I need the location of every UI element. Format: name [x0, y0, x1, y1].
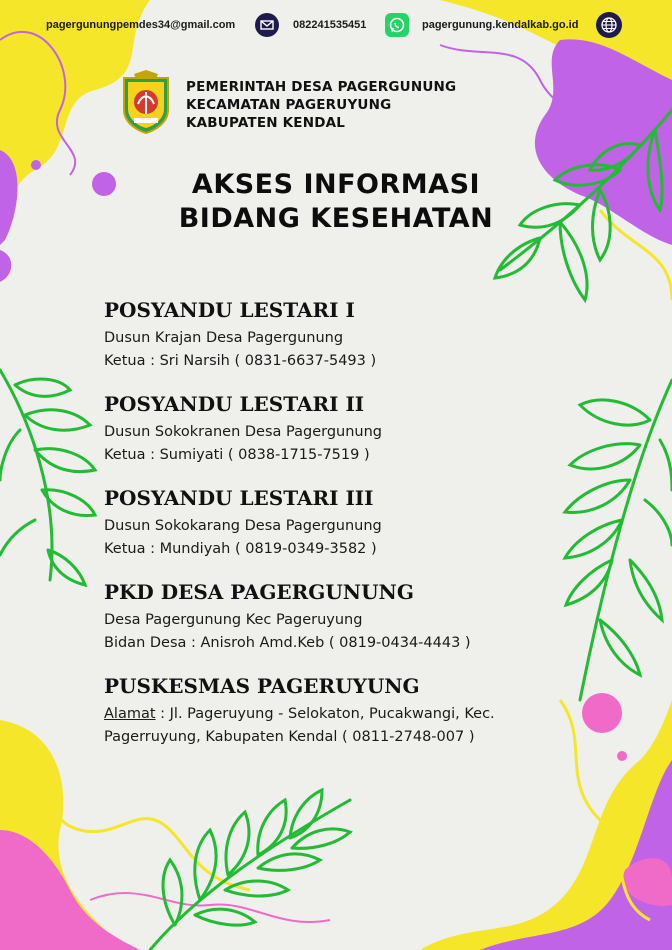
kendal-regency-logo — [120, 70, 172, 134]
section-line-1: Dusun Sokokarang Desa Pagergunung — [104, 518, 382, 534]
page-title — [0, 168, 672, 236]
wavy-line-bottom-pink — [90, 893, 330, 922]
phone-text[interactable]: 082241535451 — [293, 19, 367, 31]
pink-dot-right-small — [617, 751, 627, 761]
section-line-2: Bidan Desa : Anisroh Amd.Keb ( 0819-0434-4443 ) — [104, 635, 471, 651]
section-heading: PUSKESMAS PAGERUYUNG — [104, 674, 420, 698]
title-line-1: AKSES INFORMASI — [191, 169, 481, 200]
address-label: Alamat — [104, 706, 156, 722]
section-posyandu-lestari-1 — [104, 297, 376, 373]
pink-dot-right — [582, 693, 622, 733]
section-posyandu-lestari-2 — [104, 391, 382, 467]
leaf-branch-right — [565, 380, 672, 700]
section-pkd-desa — [104, 579, 471, 655]
section-line-1: Dusun Krajan Desa Pagergunung — [104, 330, 344, 346]
section-line-1: Desa Pagergunung Kec Pageruyung — [104, 612, 363, 628]
globe-icon — [596, 12, 622, 38]
section-line-2: Ketua : Sumiyati ( 0838-1715-7519 ) — [104, 447, 370, 463]
contact-email[interactable] — [46, 12, 235, 38]
section-line-2: Ketua : Mundiyah ( 0819-0349-3582 ) — [104, 541, 377, 557]
section-heading: PKD DESA PAGERGUNUNG — [104, 580, 414, 604]
section-heading: POSYANDU LESTARI I — [104, 298, 355, 322]
contact-website[interactable] — [422, 12, 578, 38]
section-heading: POSYANDU LESTARI III — [104, 486, 374, 510]
email-text[interactable]: pagergunungpemdes34@gmail.com — [46, 19, 236, 31]
website-text[interactable]: pagergunung.kendalkab.go.id — [422, 19, 579, 31]
section-line-1: Dusun Sokokranen Desa Pagergunung — [104, 424, 382, 440]
section-heading: POSYANDU LESTARI II — [104, 392, 365, 416]
whatsapp-icon — [385, 13, 409, 37]
section-line-2: Pagerruyung, Kabupaten Kendal ( 0811-2748-007 ) — [104, 729, 475, 745]
purple-blob-left-bottom — [0, 250, 11, 282]
header-line-1: PEMERINTAH DESA PAGERGUNUNG — [186, 79, 457, 95]
section-posyandu-lestari-3 — [104, 485, 382, 561]
government-header — [186, 78, 456, 132]
section-puskesmas — [104, 673, 495, 749]
leaf-branch-bottom — [150, 790, 350, 950]
contact-phone[interactable] — [293, 12, 366, 38]
header-line-2: KECAMATAN PAGERUYUNG — [186, 97, 392, 113]
section-line-1: : Jl. Pageruyung - Selokaton, Pucakwangi, Kec. — [155, 706, 495, 722]
header-line-3: KABUPATEN KENDAL — [186, 115, 346, 131]
section-line-2: Ketua : Sri Narsih ( 0831-6637-5493 ) — [104, 353, 377, 369]
leaf-branch-left — [0, 370, 95, 585]
title-line-2: BIDANG KESEHATAN — [178, 203, 494, 234]
mail-icon — [255, 13, 279, 37]
